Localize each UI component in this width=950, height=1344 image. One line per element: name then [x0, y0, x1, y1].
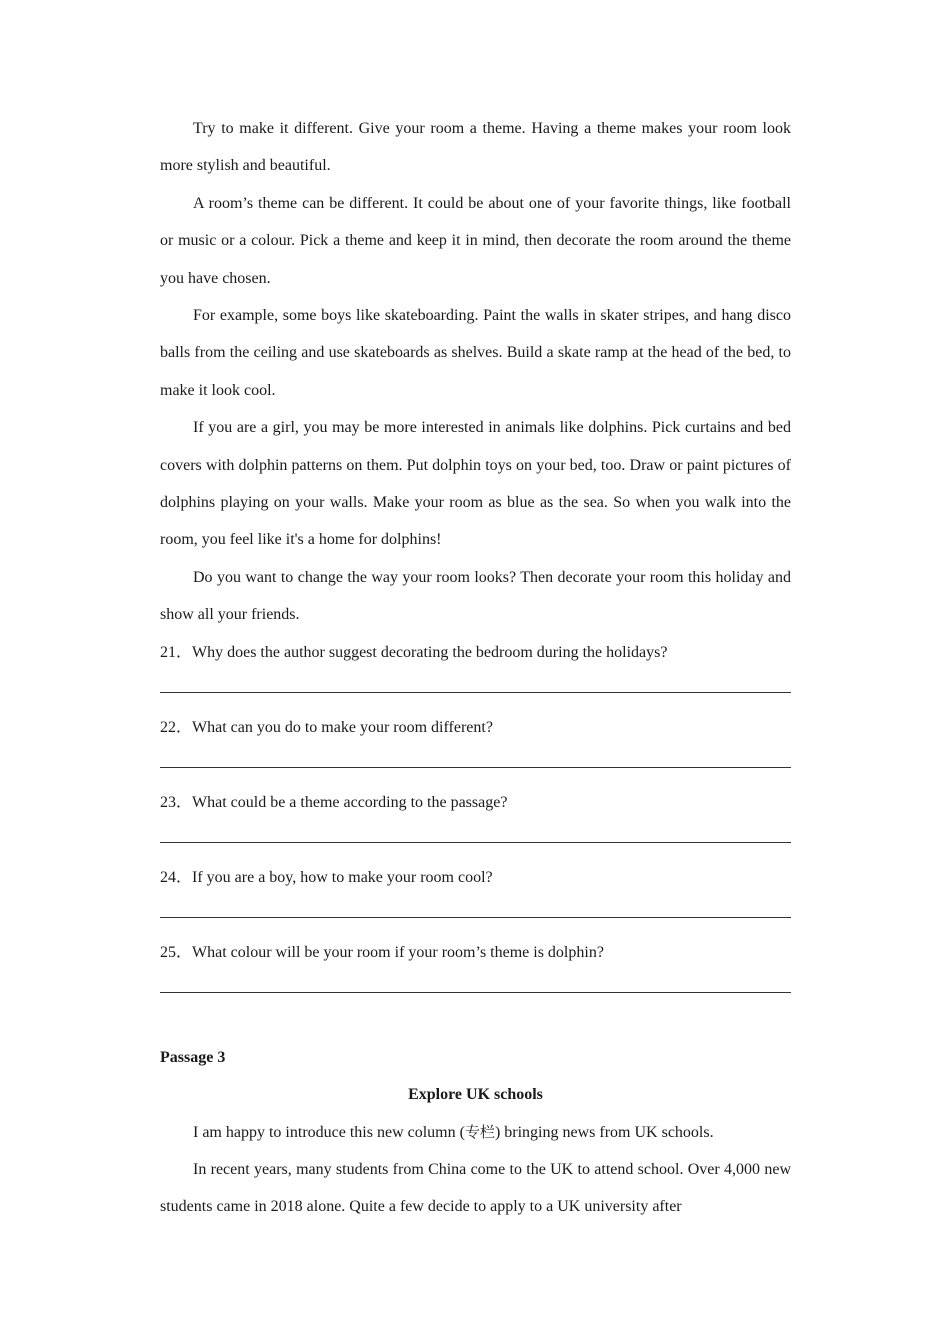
question-text: 21．Why does the author suggest decorating the bedroom during the holidays?: [160, 643, 668, 661]
section-spacer: [160, 1009, 791, 1039]
passage-paragraph: If you are a girl, you may be more interested in animals like dolphins. Pick curtains and bed covers with dolphin patterns on them. Put dolphin toys on your bed, too. Draw or paint pictures of dolphins playing on your walls. Make your room as blue as the sea. So when you walk into the room, you feel like it's a home for dolphins!: [160, 419, 791, 549]
answer-line[interactable]: [160, 917, 791, 918]
question-23: [160, 784, 791, 859]
passage-paragraph: For example, some boys like skateboarding. Paint the walls in skater stripes, and hang disco balls from the ceiling and use skateboards as shelves. Build a skate ramp at the head of the bed, to make it look cool.: [160, 307, 791, 399]
answer-line[interactable]: [160, 842, 791, 843]
passage-paragraph: Do you want to change the way your room looks? Then decorate your room this holiday and show all your friends.: [160, 568, 791, 624]
answer-line[interactable]: [160, 692, 791, 693]
intro-text-before: I am happy to introduce this new column (: [193, 1123, 465, 1141]
document-page: [160, 110, 791, 1226]
passage-heading: Passage 3: [160, 1048, 226, 1066]
answer-line[interactable]: [160, 767, 791, 768]
intro-cjk-term: 专栏: [464, 1122, 495, 1141]
question-21: [160, 634, 791, 709]
answer-line[interactable]: [160, 992, 791, 993]
passage-paragraph: A room’s theme can be different. It could be about one of your favorite things, like football or music or a colour. Pick a theme and keep it in mind, then decorate the room around the theme you have chosen.: [160, 194, 791, 287]
passage-paragraph: [160, 1114, 791, 1151]
question-text: 23．What could be a theme according to the passage?: [160, 793, 508, 811]
question-text: 25．What colour will be your room if your room’s theme is dolphin?: [160, 943, 604, 961]
question-text: 22．What can you do to make your room different?: [160, 718, 493, 736]
question-24: [160, 859, 791, 934]
passage-paragraph: Try to make it different. Give your room a theme. Having a theme makes your room look more stylish and beautiful.: [160, 120, 791, 175]
passage-paragraph: In recent years, many students from China come to the UK to attend school. Over 4,000 new students came in 2018 alone. Quite a few decide to apply to a UK university after: [160, 1160, 791, 1216]
question-25: [160, 934, 791, 1009]
passage-title: Explore UK schools: [408, 1086, 543, 1104]
question-22: [160, 709, 791, 784]
question-text: 24．If you are a boy, how to make your room cool?: [160, 868, 493, 886]
intro-text-after: ) bringing news from UK schools.: [494, 1123, 714, 1141]
